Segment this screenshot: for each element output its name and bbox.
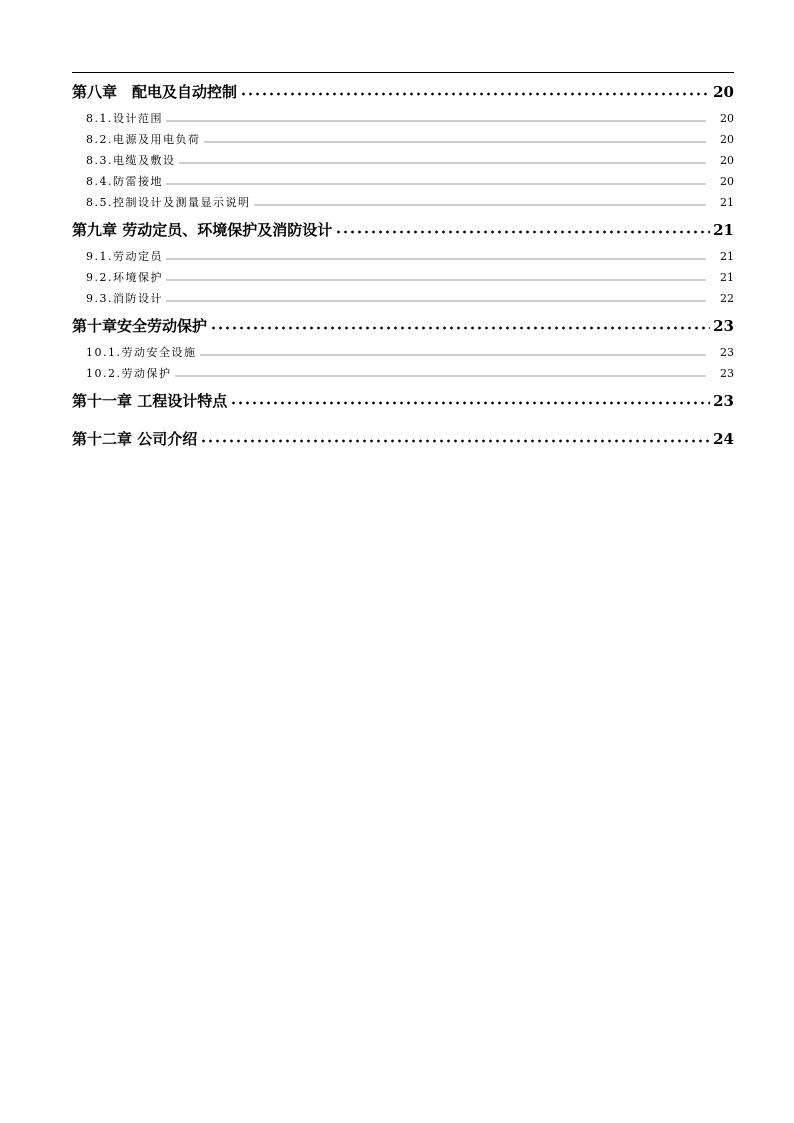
toc-section-8-1[interactable]: [72, 108, 734, 129]
toc-page-number: 24: [713, 430, 734, 448]
dot-leader: [166, 257, 706, 261]
dot-leader: [200, 438, 710, 444]
toc-chapter-11[interactable]: [72, 390, 734, 412]
dot-leader: [240, 91, 710, 97]
toc-section-title: 10.1.劳动安全设施: [86, 346, 197, 359]
toc-page-number: 21: [720, 271, 734, 284]
toc-section-title: 8.4.防雷接地: [86, 175, 163, 188]
toc-section-8-3[interactable]: [72, 150, 734, 171]
document-page: [72, 72, 734, 450]
toc-section-title: 9.1.劳动定员: [86, 250, 163, 263]
toc-chapter-title: 第十一章 工程设计特点: [72, 392, 228, 410]
toc-section-8-5[interactable]: [72, 192, 734, 213]
toc-sections-chapter-9: [72, 246, 734, 309]
toc-page-number: 20: [720, 133, 734, 146]
toc-section-title: 9.2.环境保护: [86, 271, 163, 284]
table-of-contents: [72, 81, 734, 450]
toc-chapter-9[interactable]: [72, 219, 734, 241]
dot-leader: [175, 374, 707, 378]
toc-section-9-3[interactable]: [72, 288, 734, 309]
toc-chapter-10[interactable]: [72, 315, 734, 337]
toc-page-number: 20: [720, 154, 734, 167]
dot-leader: [166, 299, 706, 303]
toc-section-title: 9.3.消防设计: [86, 292, 163, 305]
toc-page-number: 23: [720, 367, 734, 380]
dot-leader: [210, 325, 710, 331]
dot-leader: [166, 278, 706, 282]
toc-section-10-1[interactable]: [72, 342, 734, 363]
toc-section-title: 8.3.电缆及敷设: [86, 154, 176, 167]
dot-leader: [335, 229, 710, 235]
toc-chapter-8[interactable]: [72, 81, 734, 103]
toc-sections-chapter-8: [72, 108, 734, 213]
dot-leader: [204, 140, 707, 144]
toc-chapter-title: 第十二章 公司介绍: [72, 430, 198, 448]
toc-page-number: 22: [720, 292, 734, 305]
toc-section-8-2[interactable]: [72, 129, 734, 150]
toc-page-number: 21: [720, 250, 734, 263]
header-rule: [72, 72, 734, 73]
dot-leader: [230, 400, 710, 406]
toc-section-10-2[interactable]: [72, 363, 734, 384]
toc-page-number: 20: [720, 112, 734, 125]
dot-leader: [200, 353, 707, 357]
toc-section-9-2[interactable]: [72, 267, 734, 288]
dot-leader: [166, 182, 706, 186]
toc-section-8-4[interactable]: [72, 171, 734, 192]
toc-chapter-12[interactable]: [72, 428, 734, 450]
dot-leader: [254, 203, 707, 207]
toc-section-title: 8.2.电源及用电负荷: [86, 133, 201, 146]
toc-section-title: 8.1.设计范围: [86, 112, 163, 125]
toc-page-number: 23: [713, 317, 734, 335]
toc-page-number: 23: [720, 346, 734, 359]
toc-page-number: 20: [720, 175, 734, 188]
toc-page-number: 20: [713, 83, 734, 101]
toc-section-title: 8.5.控制设计及测量显示说明: [86, 196, 251, 209]
toc-page-number: 23: [713, 392, 734, 410]
toc-sections-chapter-10: [72, 342, 734, 384]
toc-chapter-title: 第十章安全劳动保护: [72, 317, 208, 335]
dot-leader: [166, 119, 706, 123]
toc-section-9-1[interactable]: [72, 246, 734, 267]
toc-page-number: 21: [713, 221, 734, 239]
toc-chapter-title: 第八章 配电及自动控制: [72, 83, 238, 101]
dot-leader: [179, 161, 707, 165]
toc-page-number: 21: [720, 196, 734, 209]
toc-section-title: 10.2.劳动保护: [86, 367, 172, 380]
toc-chapter-title: 第九章 劳动定员、环境保护及消防设计: [72, 221, 333, 239]
